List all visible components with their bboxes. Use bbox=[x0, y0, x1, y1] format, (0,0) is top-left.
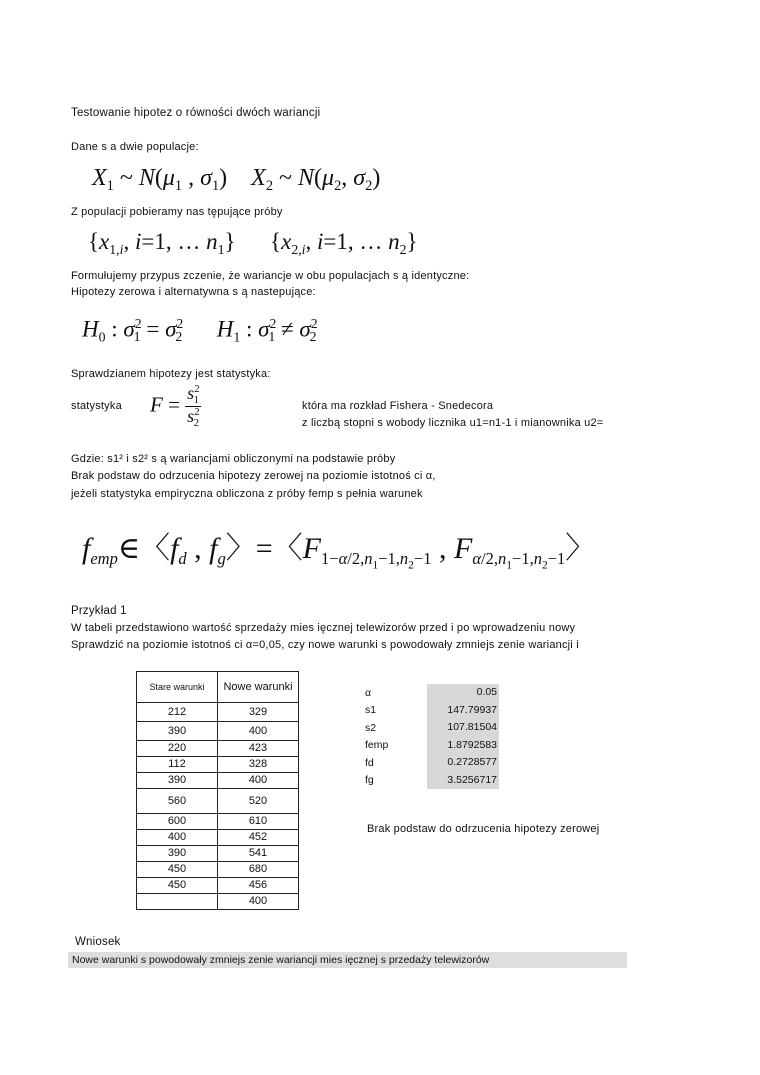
table-row bbox=[137, 773, 299, 789]
table-row bbox=[137, 862, 299, 878]
results-block bbox=[365, 684, 499, 789]
result-label-s1: s1 bbox=[365, 704, 377, 717]
cell-old: 450 bbox=[137, 878, 218, 894]
table-row bbox=[137, 894, 299, 910]
table-row bbox=[137, 703, 299, 722]
fisher-line-2: z liczbą stopni s wobody licznika u1=n1-1 i mianownika u2= bbox=[302, 417, 604, 429]
condition-line: jeżeli statystyka empiryczna obliczona z próby femp s pełnia warunek bbox=[71, 488, 423, 500]
table-row bbox=[137, 741, 299, 757]
table-row bbox=[137, 757, 299, 773]
no-reject-line: Brak podstaw do odrzucenia hipotezy zerowej na poziomie istotnoś ci α, bbox=[71, 470, 436, 482]
cell-new: 452 bbox=[218, 830, 299, 846]
result-row bbox=[365, 702, 499, 720]
cell-new: 610 bbox=[218, 814, 299, 830]
cell-old: 390 bbox=[137, 773, 218, 789]
result-conclusion: Brak podstaw do odrzucenia hipotezy zerowej bbox=[367, 823, 600, 835]
header-old-conditions: Stare warunki bbox=[137, 672, 218, 703]
example-line-2: Sprawdzić na poziomie istotnoś ci α=0,05, czy nowe warunki s powodowały zmniejs zenie wariancji i bbox=[71, 639, 579, 651]
result-row bbox=[365, 772, 499, 790]
result-value-alpha: 0.05 bbox=[427, 684, 499, 702]
cell-new: 456 bbox=[218, 878, 299, 894]
result-row bbox=[365, 719, 499, 737]
cell-new: 541 bbox=[218, 846, 299, 862]
result-label-femp: femp bbox=[365, 739, 389, 752]
result-value-fd: 0.2728577 bbox=[427, 754, 499, 772]
cell-new: 520 bbox=[218, 789, 299, 814]
cell-old: 600 bbox=[137, 814, 218, 830]
cell-old: 212 bbox=[137, 703, 218, 722]
cell-old: 560 bbox=[137, 789, 218, 814]
table-row bbox=[137, 830, 299, 846]
example-title: Przykład 1 bbox=[71, 605, 127, 617]
conclusion-text: Nowe warunki s powodowały zmniejs zenie wariancji mies ięcznej s przedaży telewizorów bbox=[68, 952, 627, 968]
intro-populations: Dane s a dwie populacje: bbox=[71, 141, 199, 153]
result-label-s2: s2 bbox=[365, 721, 377, 734]
result-value-s1: 147.79937 bbox=[427, 702, 499, 720]
cell-old: 400 bbox=[137, 830, 218, 846]
result-label-fd: fd bbox=[365, 756, 374, 769]
result-row bbox=[365, 684, 499, 702]
table-row bbox=[137, 846, 299, 862]
statistic-label: statystyka bbox=[71, 400, 122, 412]
intro-samples: Z populacji pobieramy nas tępujące próby bbox=[71, 206, 283, 218]
formula-samples: {$x_{1,i}$, i=1, … $n_1$} {$x_{2,i}$, i=1, … $n_2$} bbox=[88, 229, 418, 257]
cell-new: 400 bbox=[218, 773, 299, 789]
cell-new: 328 bbox=[218, 757, 299, 773]
table-row bbox=[137, 878, 299, 894]
result-value-s2: 107.81504 bbox=[427, 719, 499, 737]
result-value-fg: 3.5256717 bbox=[427, 772, 499, 790]
page-title: Testowanie hipotez o równości dwóch wariancji bbox=[71, 107, 321, 119]
hypothesis-line-2: Hipotezy zerowa i alternatywna s ą nastepujące: bbox=[71, 286, 316, 298]
table-row bbox=[137, 814, 299, 830]
result-row bbox=[365, 754, 499, 772]
fisher-line-1: która ma rozkład Fishera - Snedecora bbox=[302, 400, 494, 412]
header-new-conditions: Nowe warunki bbox=[218, 672, 299, 703]
example-line-1: W tabeli przedstawiono wartość sprzedaży mies ięcznej telewizorów przed i po wprowadzeniu nowy bbox=[71, 622, 576, 634]
cell-old: 390 bbox=[137, 722, 218, 741]
table-row bbox=[137, 789, 299, 814]
formula-hypotheses: $H_0$ : $\sigma^2_1 = \sigma^2_2$ $H_1$ : $\sigma^2_1 \ne \sigma^2_2$ bbox=[82, 316, 318, 345]
cell-new: 400 bbox=[218, 894, 299, 910]
statistic-intro: Sprawdzianem hipotezy jest statystyka: bbox=[71, 368, 271, 380]
formula-condition: $f_{emp}\in$〈$f_d$ , $f_g$〉=〈$F_{1-\alpha/2,n_1-1,n_2-1}$ , $F_{\alpha/2,n_1-1,n_2-1}$〉 bbox=[82, 532, 596, 572]
formula-statistic: F = $\frac{s^2_1}{s^2_2}$ bbox=[150, 383, 200, 429]
result-label-alpha: α bbox=[365, 686, 372, 699]
cell-old bbox=[137, 894, 218, 910]
result-row bbox=[365, 737, 499, 755]
table-row bbox=[137, 722, 299, 741]
cell-new: 400 bbox=[218, 722, 299, 741]
conclusion-title: Wniosek bbox=[75, 936, 121, 948]
cell-new: 423 bbox=[218, 741, 299, 757]
cell-old: 112 bbox=[137, 757, 218, 773]
cell-old: 390 bbox=[137, 846, 218, 862]
result-value-femp: 1.8792583 bbox=[427, 737, 499, 755]
formula-distributions: $X_1$ ~ $N(\mu_1$ , $\sigma_1$) $X_2$ ~ $N(\mu_2$, $\sigma_2$) bbox=[92, 165, 381, 195]
result-label-fg: fg bbox=[365, 774, 374, 787]
where-line: Gdzie: s1² i s2² s ą wariancjami obliczonymi na podstawie próby bbox=[71, 453, 396, 465]
sales-table bbox=[136, 671, 299, 910]
cell-old: 450 bbox=[137, 862, 218, 878]
cell-new: 329 bbox=[218, 703, 299, 722]
cell-old: 220 bbox=[137, 741, 218, 757]
cell-new: 680 bbox=[218, 862, 299, 878]
hypothesis-line-1: Formułujemy przypus zczenie, że wariancje w obu populacjach s ą identyczne: bbox=[71, 270, 470, 282]
